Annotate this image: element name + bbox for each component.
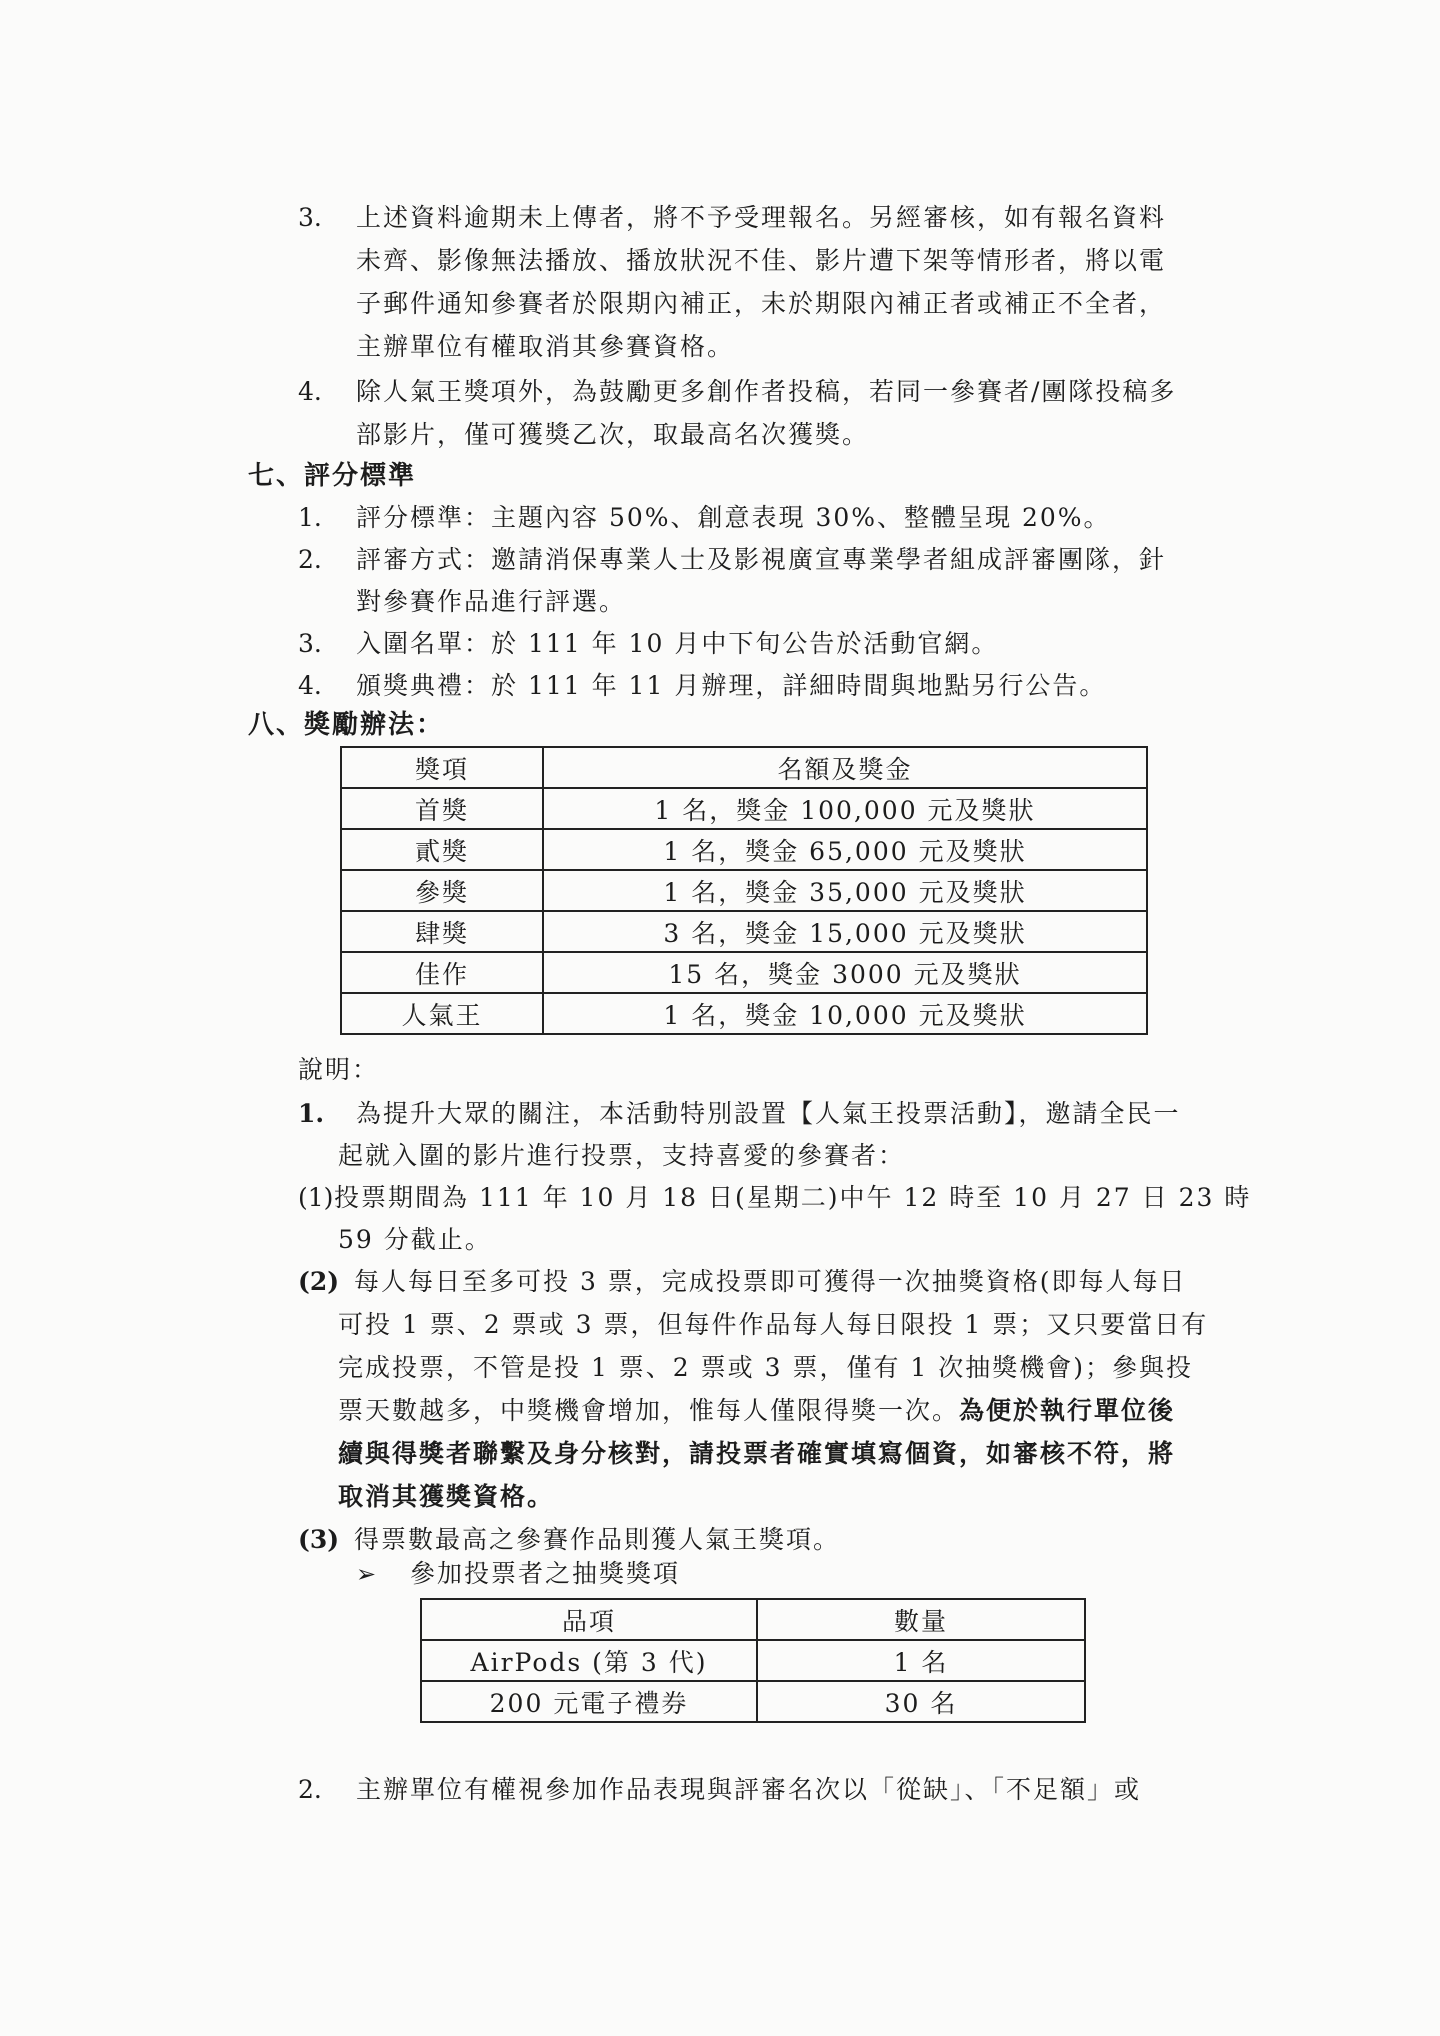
prize-detail: 1 名，獎金 35,000 元及獎狀 bbox=[543, 870, 1147, 911]
item-number: 1. bbox=[298, 503, 322, 532]
table-row bbox=[421, 1640, 1085, 1681]
text-line: 入圍名單：於 111 年 10 月中下旬公告於活動官網。 bbox=[356, 629, 999, 658]
prize-name: 參獎 bbox=[341, 870, 543, 911]
text-line: 對參賽作品進行評選。 bbox=[356, 587, 627, 616]
text-line-bold: 取消其獲獎資格。 bbox=[338, 1482, 555, 1511]
prize-name: 貳獎 bbox=[341, 829, 543, 870]
item-number: 1. bbox=[298, 1099, 325, 1128]
text-line: 得票數最高之參賽作品則獲人氣王獎項。 bbox=[354, 1525, 841, 1554]
text-line-bold: 續與得獎者聯繫及身分核對，請投票者確實填寫個資，如審核不符，將 bbox=[338, 1439, 1176, 1468]
table-header: 數量 bbox=[757, 1599, 1085, 1640]
text-line: 主辦單位有權取消其參賽資格。 bbox=[356, 332, 735, 361]
text-line: 主辦單位有權視參加作品表現與評審名次以「從缺」、「不足額」或 bbox=[356, 1775, 1142, 1804]
prize-name: 首獎 bbox=[341, 788, 543, 829]
item-number: 3. bbox=[298, 203, 322, 232]
table-row bbox=[341, 788, 1147, 829]
text-line: 為提升大眾的關注，本活動特別設置【人氣王投票活動】，邀請全民一 bbox=[356, 1099, 1181, 1128]
section-8-heading: 八、獎勵辦法： bbox=[248, 710, 445, 740]
item-number: (1) bbox=[298, 1183, 334, 1212]
lottery-table bbox=[420, 1598, 1086, 1723]
text-line: 部影片，僅可獲獎乙次，取最高名次獲獎。 bbox=[356, 420, 870, 449]
text-line: 完成投票，不管是投 1 票、2 票或 3 票，僅有 1 次抽獎機會)；參與投 bbox=[338, 1353, 1194, 1382]
section-7-heading: 七、評分標準 bbox=[248, 461, 417, 491]
prize-detail: 15 名，獎金 3000 元及獎狀 bbox=[543, 952, 1147, 993]
table-row bbox=[341, 829, 1147, 870]
text-line: 每人每日至多可投 3 票，完成投票即可獲得一次抽獎資格(即每人每日 bbox=[354, 1267, 1187, 1296]
text-line: 上述資料逾期未上傳者，將不予受理報名。另經審核，如有報名資料 bbox=[356, 203, 1167, 232]
text-line: 評審方式：邀請消保專業人士及影視廣宣專業學者組成評審團隊，針 bbox=[356, 545, 1167, 574]
table-header: 獎項 bbox=[341, 747, 543, 788]
table-header-row bbox=[341, 747, 1147, 788]
item-number: 4. bbox=[298, 377, 322, 406]
prize-name: 肆獎 bbox=[341, 911, 543, 952]
text-line: 未齊、影像無法播放、播放狀況不佳、影片遭下架等情形者，將以電 bbox=[356, 246, 1167, 275]
text-line: 頒獎典禮：於 111 年 11 月辦理，詳細時間與地點另行公告。 bbox=[356, 671, 1107, 700]
item-number: 2. bbox=[298, 545, 322, 574]
item-number: (3) bbox=[298, 1525, 340, 1554]
lottery-quantity: 1 名 bbox=[757, 1640, 1085, 1681]
text-line: 投票期間為 111 年 10 月 18 日(星期二)中午 12 時至 10 月 27 日 23 時 bbox=[334, 1183, 1252, 1212]
lottery-item: 200 元電子禮券 bbox=[421, 1681, 757, 1722]
lottery-item: AirPods (第 3 代) bbox=[421, 1640, 757, 1681]
arrow-bullet-icon: ➢ bbox=[356, 1560, 377, 1588]
text-line: 評分標準：主題內容 50%、創意表現 30%、整體呈現 20%。 bbox=[356, 503, 1111, 532]
prize-name: 佳作 bbox=[341, 952, 543, 993]
table-header: 名額及獎金 bbox=[543, 747, 1147, 788]
item-number: 3. bbox=[298, 629, 322, 658]
table-header: 品項 bbox=[421, 1599, 757, 1640]
prize-name: 人氣王 bbox=[341, 993, 543, 1034]
prize-detail: 3 名，獎金 15,000 元及獎狀 bbox=[543, 911, 1147, 952]
prize-detail: 1 名，獎金 100,000 元及獎狀 bbox=[543, 788, 1147, 829]
table-row bbox=[341, 952, 1147, 993]
prize-detail: 1 名，獎金 10,000 元及獎狀 bbox=[543, 993, 1147, 1034]
item-number: (2) bbox=[298, 1267, 340, 1296]
table-row bbox=[421, 1681, 1085, 1722]
text-line: 可投 1 票、2 票或 3 票，但每件作品每人每日限投 1 票；又只要當日有 bbox=[338, 1310, 1209, 1339]
text-normal: 票天數越多，中獎機會增加，惟每人僅限得獎一次。 bbox=[338, 1396, 960, 1425]
table-row bbox=[341, 870, 1147, 911]
table-header-row bbox=[421, 1599, 1085, 1640]
lottery-title: 參加投票者之抽獎獎項 bbox=[410, 1559, 681, 1588]
item-number: 4. bbox=[298, 671, 322, 700]
text-line: 除人氣王獎項外，為鼓勵更多創作者投稿，若同一參賽者/團隊投稿多 bbox=[356, 377, 1177, 406]
item-number: 2. bbox=[298, 1775, 322, 1804]
note-label: 說明： bbox=[298, 1055, 380, 1084]
table-row bbox=[341, 993, 1147, 1034]
text-line: 59 分截止。 bbox=[338, 1225, 492, 1254]
prize-table bbox=[340, 746, 1148, 1035]
table-row bbox=[341, 911, 1147, 952]
lottery-quantity: 30 名 bbox=[757, 1681, 1085, 1722]
text-line: 子郵件通知參賽者於限期內補正，未於期限內補正者或補正不全者， bbox=[356, 289, 1167, 318]
text-line: 起就入圍的影片進行投票，支持喜愛的參賽者： bbox=[338, 1141, 906, 1170]
text-bold: 為便於執行單位後 bbox=[959, 1396, 1176, 1425]
prize-detail: 1 名，獎金 65,000 元及獎狀 bbox=[543, 829, 1147, 870]
text-line bbox=[338, 1391, 1175, 1431]
